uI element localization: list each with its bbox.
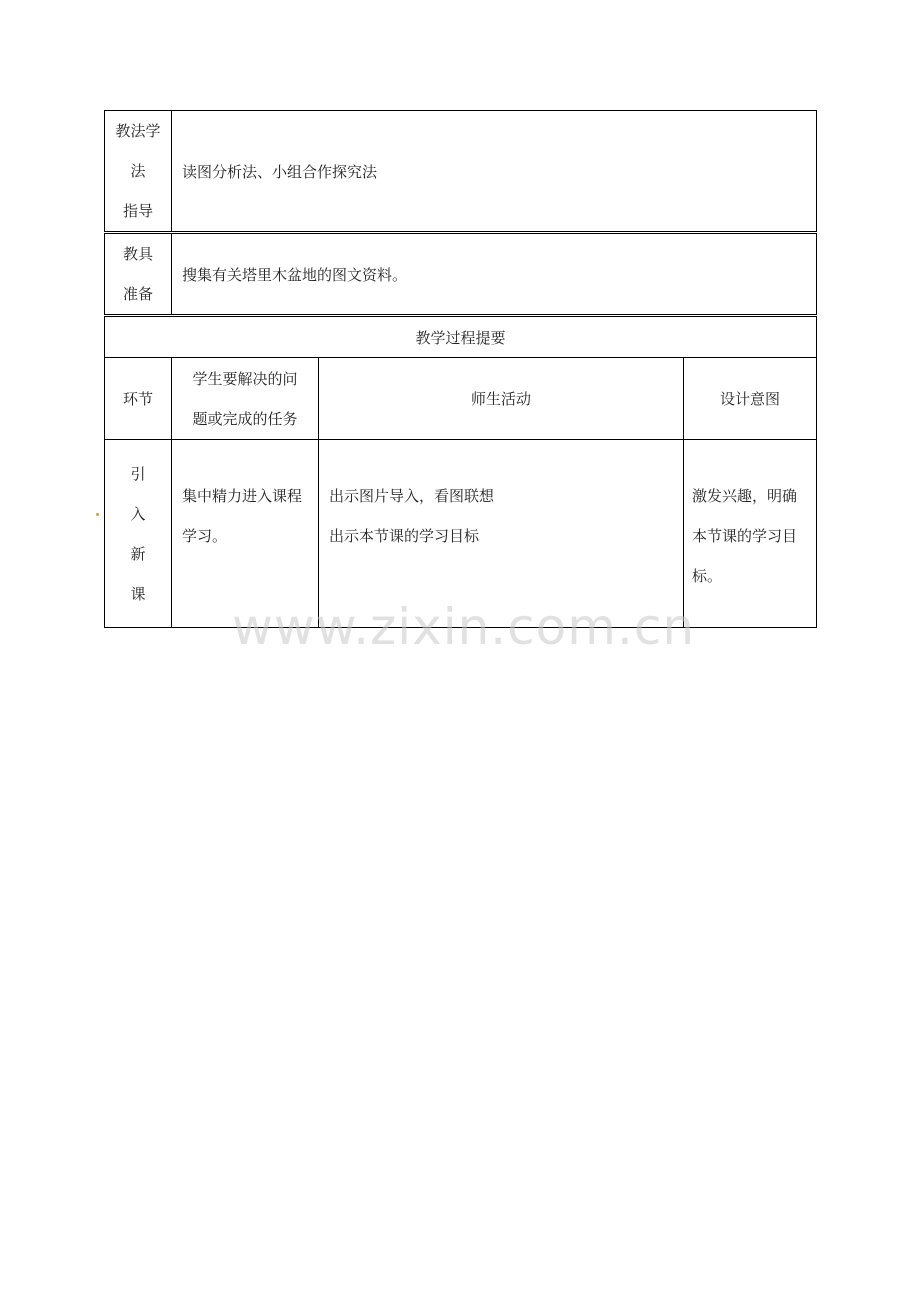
header-row: [105, 358, 817, 440]
label-line: 教具: [122, 245, 153, 263]
label-line: 教法学: [115, 122, 161, 140]
stage-char: 引: [130, 464, 146, 483]
stage-char: 课: [130, 584, 146, 603]
lesson-plan-table: [104, 110, 817, 628]
header-activity: 师生活动: [319, 358, 684, 440]
label-line: 法: [130, 162, 146, 180]
stage-char: 入: [105, 494, 171, 534]
header-intent: 设计意图: [684, 358, 817, 440]
header-task-line: 题或完成的任务: [192, 409, 298, 428]
task-line: 学习。: [182, 527, 228, 545]
intro-stage: [105, 440, 172, 628]
header-task-line: 学生要解决的问: [192, 369, 298, 388]
intent-line: 标。: [692, 567, 723, 585]
activity-line: 出示图片导入，看图联想: [329, 487, 495, 505]
header-task: [172, 358, 319, 440]
teaching-method-row: [105, 111, 817, 233]
label-line: 准备: [122, 285, 153, 303]
section-title-row: [105, 316, 817, 358]
teaching-method-label: [105, 111, 172, 233]
stage-char: 新: [130, 544, 146, 563]
teaching-aids-row: [105, 233, 817, 316]
header-stage: 环节: [105, 358, 172, 440]
intent-line: 激发兴趣，明确: [692, 487, 798, 505]
intro-intent: [684, 440, 817, 628]
teaching-aids-content: 搜集有关塔里木盆地的图文资料。: [172, 233, 817, 316]
teaching-method-content: 读图分析法、小组合作探究法: [172, 111, 817, 233]
label-line: 指导: [122, 202, 153, 220]
intent-line: 本节课的学习目: [692, 527, 798, 545]
watermark: www.zixin.com.cn: [232, 598, 696, 656]
task-line: 集中精力进入课程: [182, 487, 303, 505]
activity-line: 出示本节课的学习目标: [329, 527, 480, 545]
teaching-aids-label: [105, 233, 172, 316]
section-title: 教学过程提要: [105, 316, 817, 358]
